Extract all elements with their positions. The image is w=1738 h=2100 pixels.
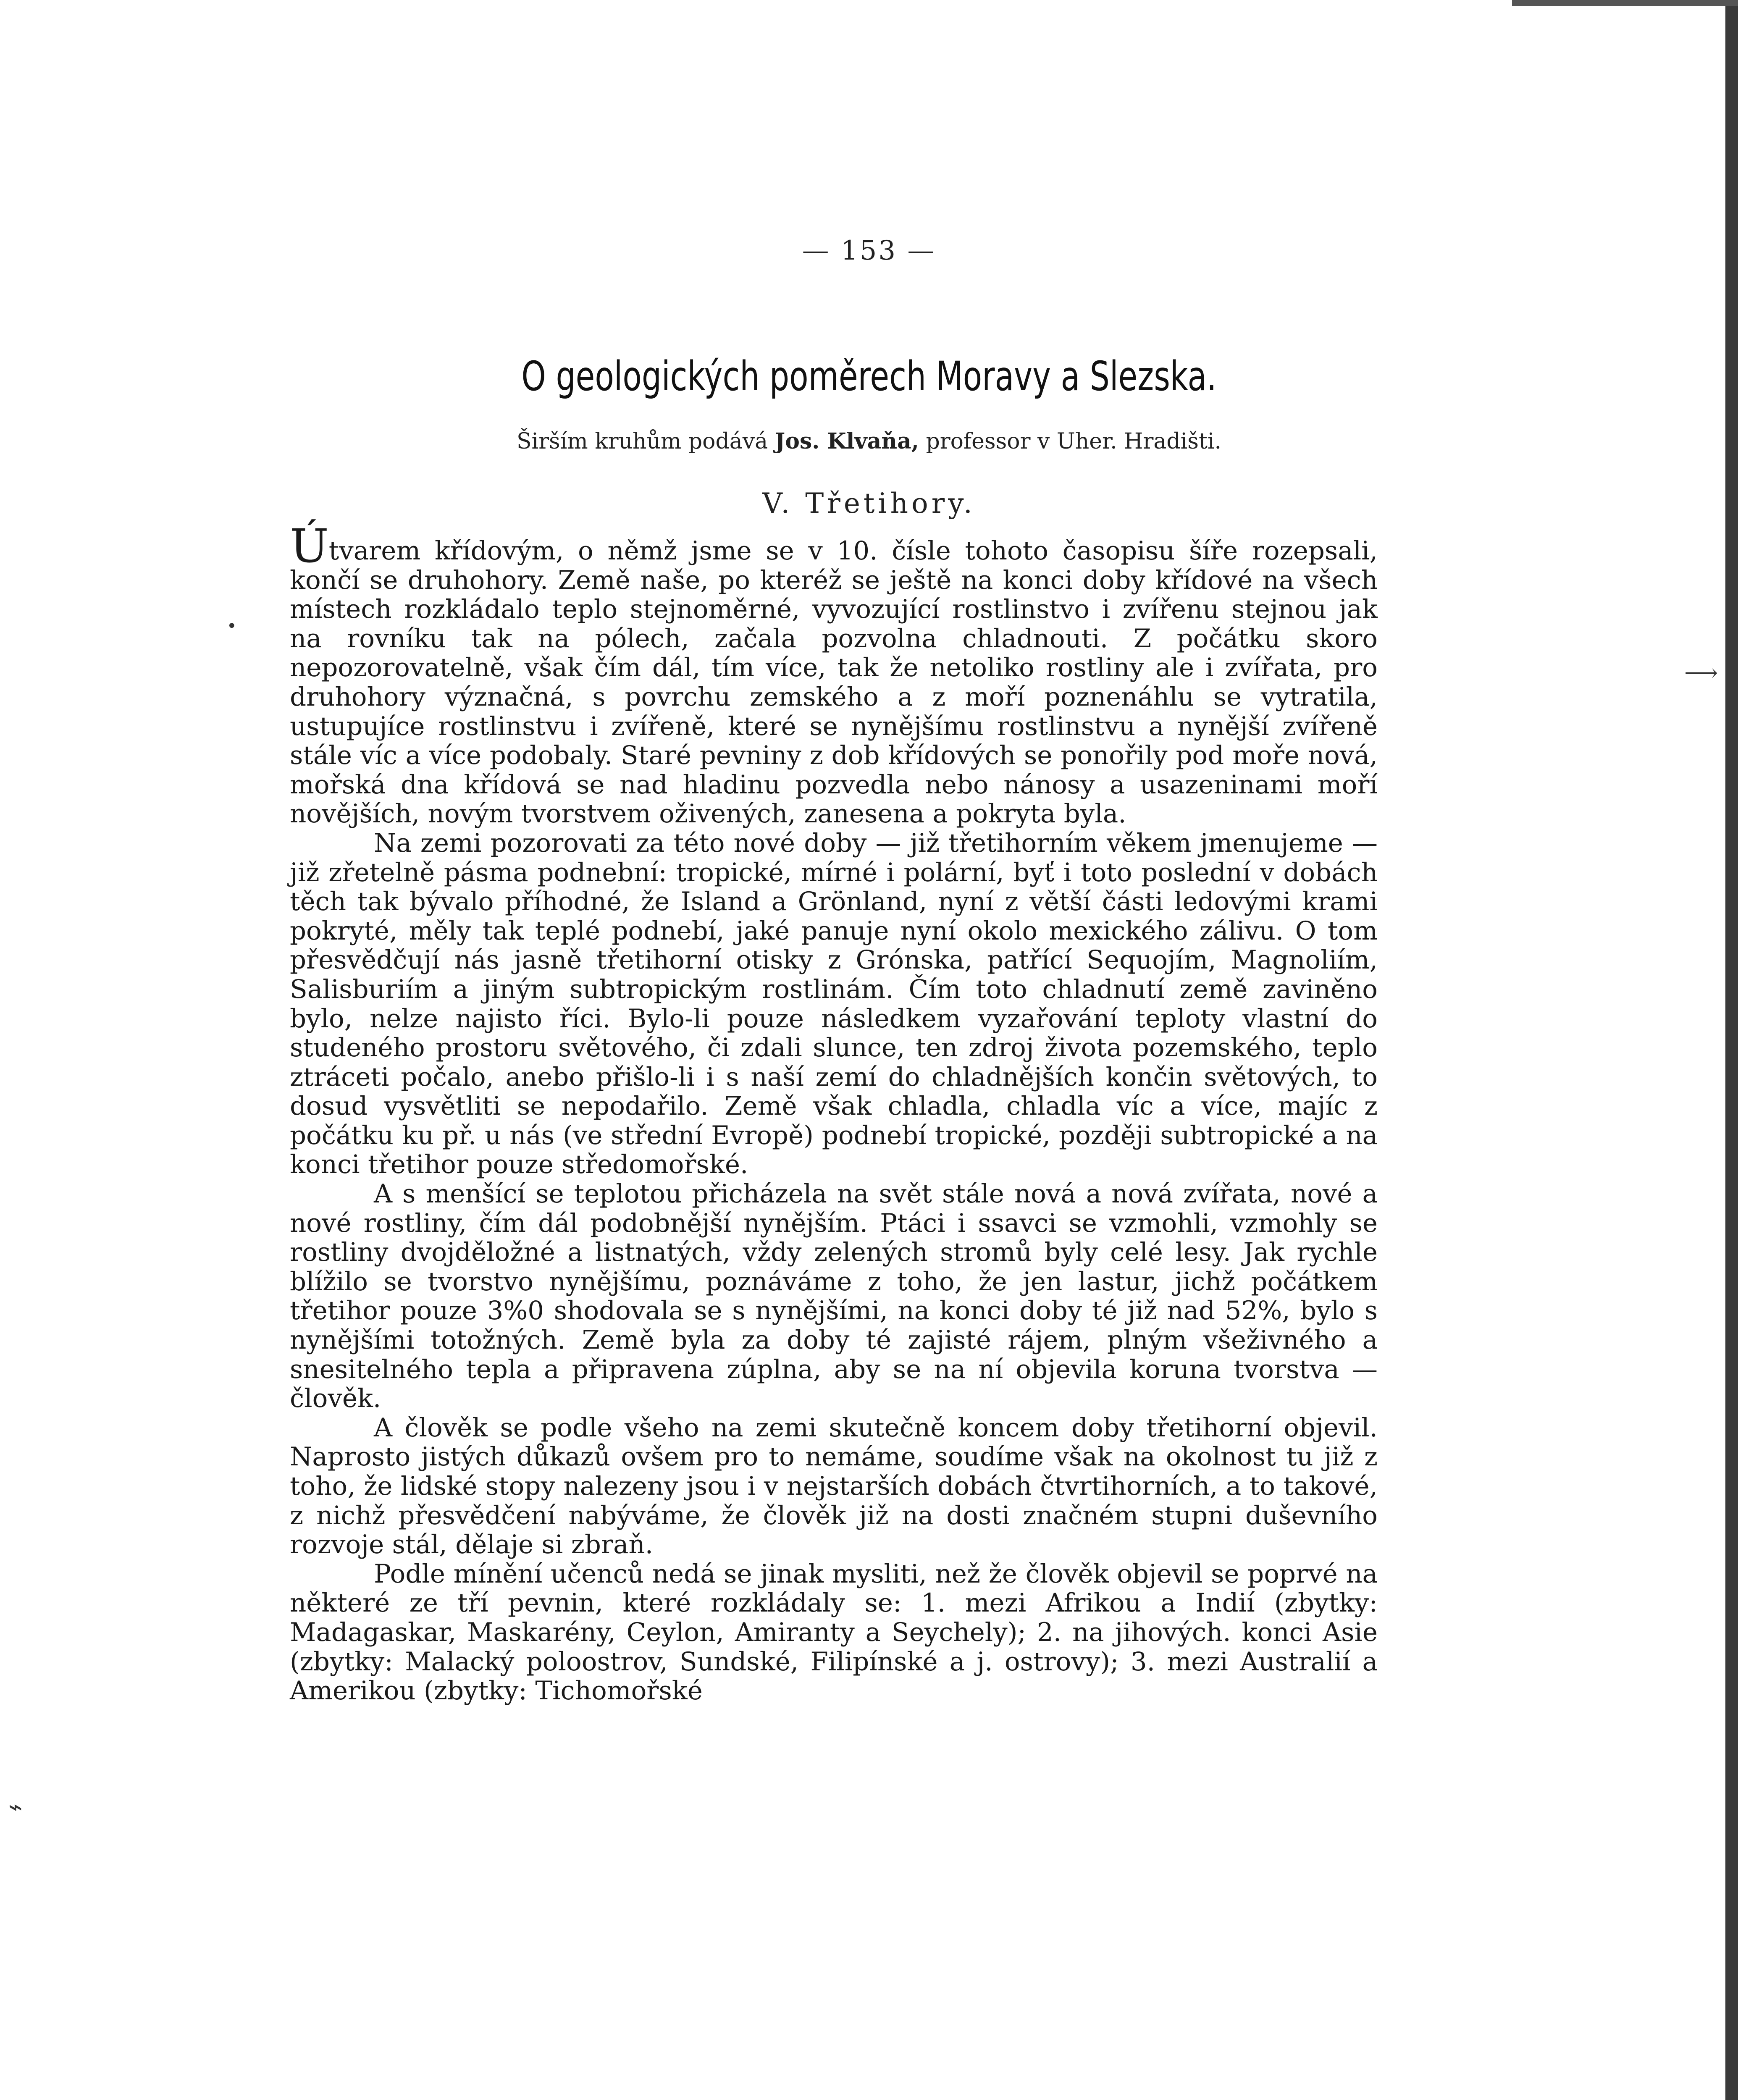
initial-letter: Ú [290,519,329,573]
margin-dash-mark: ⌁ [8,1793,23,1821]
scan-edge-right [1725,0,1738,2100]
margin-dot: • [227,617,237,636]
article-body [290,519,1378,1706]
section-heading: V. Třetihory. [762,487,976,520]
paragraph-5: Podle mínění učenců nedá se jinak mysliti, než že člověk objevil se poprvé na některé ze tří pevnin, které rozkládaly se: 1. mezi Afrikou a Indií (zbytky: Madagaskar, Maskarény, Ceylon, Amiranty a Seychely); 2. na jihových. konci Asie (zbytky: Malacký poloostrov, Sundské, Filipínské a j. ostrovy); 3. mezi Australií a Amerikou (zbytky: Tichomořské [290,1559,1378,1706]
paragraph-1 [290,519,1378,829]
scan-edge-top [1512,0,1738,6]
byline-author: Jos. Klvaňa, [774,428,919,454]
paragraph-text: tvarem křídovým, o němž jsme se v 10. čísle tohoto časopisu šíře rozepsali, končí se druhohory. Země naše, po kteréž se ještě na konci doby křídové na všech místech rozkládalo teplo stejnoměrné, vyvozující rostlinstvo i zvířenu stejnou jak na rovníku tak na pólech, začala pozvolna chladnouti. Z počátku skoro nepozorovatelně, však čím dál, tím více, tak že netoliko rostliny ale i zvířata, pro druhohory význačná, s povrchu zemského a z moří poznenáhlu se vytratila, ustupujíce rostlinstvu i zvířeně, které se nynějšímu rostlinstvu a nynější zvířeně stále víc a více podobaly. Staré pevniny z dob křídových se ponořily pod moře nová, mořská dna křídová se nad hladinu pozvedla nebo nánosy a usazeninami moří novějších, novým tvorstvem oživených, zanesena a pokryta byla. [290,536,1378,829]
article-title: O geologických poměrech Moravy a Slezska. [521,353,1217,400]
page-number: — 153 — [802,235,936,266]
paragraph-2: Na zemi pozorovati za této nové doby — již třetihorním věkem jmenujeme — již zřetelně pásma podnební: tropické, mírné i polární, byť i toto poslední v dobách těch tak bývalo příhodné, že Island a Grönland, nyní z větší části ledovými krami pokryté, měly tak teplé podnebí, jaké panuje nyní okolo mexického zálivu. O tom přesvědčují nás jasně třetihorní otisky z Grónska, patřící Sequojím, Magnoliím, Salisburiím a jiným subtropickým rostlinám. Čím toto chladnutí země zaviněno bylo, nelze najisto říci. Bylo-li pouze následkem vyzařování teploty vlastní do studeného prostoru světového, či zdali slunce, ten zdroj života pozemského, teplo ztráceti počalo, anebo přišlo-li i s naší zemí do chladnějších končin světových, to dosud vysvětliti se nepodařilo. Země však chladla, chladla víc a více, majíc z počátku ku př. u nás (ve střední Evropě) podnebí tropické, později subtropické a na konci třetihor pouze středomořské. [290,828,1378,1180]
byline-suffix: professor v Uher. Hradišti. [926,429,1222,454]
byline-prefix: Širším kruhům podává [516,429,768,454]
paragraph-3: A s menšící se teplotou přicházela na svět stále nová a nová zvířata, nové a nové rostliny, čím dál podobnější nynějším. Ptáci i ssavci se vzmohli, vzmohly se rostliny dvojděložné a listnatých, vždy zelených stromů byly celé lesy. Jak rychle blížilo se tvorstvo nynějšímu, poznáváme z toho, že jen lastur, jichž počátkem třetihor pouze 3%0 shodovala se s nynějšími, na konci doby té již nad 52%, bylo s nynějšími totožných. Země byla za doby té zajisté rájem, plným všeživného a snesitelného tepla a připravena zúplna, aby se na ní objevila koruna tvorstva — člověk. [290,1179,1378,1414]
margin-arrow-mark: ⟶ [1684,659,1718,687]
byline [0,428,1738,454]
paragraph-4: A člověk se podle všeho na zemi skutečně koncem doby třetihorní objevil. Naprosto jistých důkazů ovšem pro to nemáme, soudíme však na okolnost tu již z toho, že lidské stopy nalezeny jsou i v nejstarších dobách čtvrtihorních, a to takové, z nichž přesvědčení nabýváme, že člověk již na dosti značném stupni duševního rozvoje stál, dělaje si zbraň. [290,1412,1378,1560]
